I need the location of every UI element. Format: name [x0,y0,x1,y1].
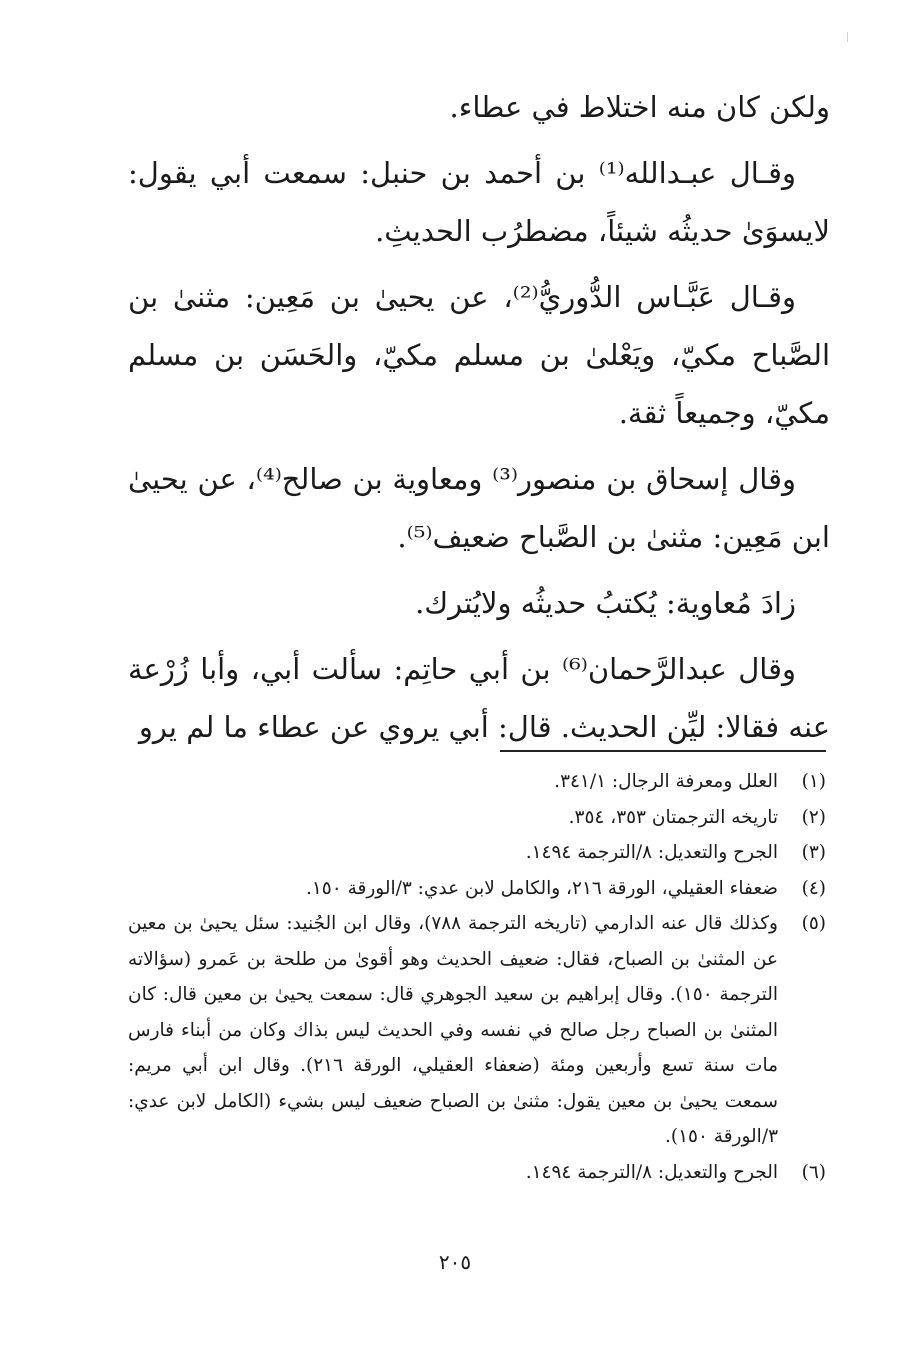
footnote-text: وكذلك قال عنه الدارمي (تاريخه الترجمة ٧٨٨)، وقال ابن الجُنيد: سئل يحيىٰ بن معين عن المثنىٰ بن الصباح، فقال: ضعيف الحديث وهو أقوىٰ من طلحة بن عَمرو (سؤالاته الترجمة ١٥٠). وقال إبراهيم بن سعيد الجوهري قال: سمعت يحيىٰ بن معين قال: كان المثنىٰ بن الصباح رجل صالح في نفسه وفي الحديث ليس بذاك وكان من أبناء فارس مات سنة تسع وأربعين ومئة (ضعفاء العقيلي، الورقة ٢١٦). وقال ابن أبي مريم: سمعت يحيىٰ بن معين يقول: مثنىٰ بن الصباح ضعيف ليس بشيء (الكامل لابن عدي: ٣/الورقة ١٥٠). [128,913,778,1147]
paragraph-4: وقال إسحاق بن منصور⁽³⁾ ومعاوية بن صالح⁽⁴⁾، عن يحيىٰ ابن مَعِين: مثنىٰ بن الصَّباح ضعيف⁽⁵⁾. [128,462,830,554]
page-number: ٢٠٥ [438,1250,472,1274]
footnote-text: ضعفاء العقيلي، الورقة ٢١٦، والكامل لابن عدي: ٣/الورقة ١٥٠. [305,877,778,899]
footnote-number: (٢) [801,806,826,828]
footnotes [128,764,826,1190]
footnote-number: (٣) [801,842,826,863]
paragraph-6: وقال عبدالرَّحمان⁽⁶⁾ بن أبي حاتِم: سألت أبي، وأبا زُرْعة عنه فقالا: ليِّن الحديث. قال: أبي يروي عن عطاء ما لم يرو [128,652,830,744]
paragraph-2: وقـال عبـدالله⁽¹⁾ بن أحمد بن حنبل: سمعت أبي يقول: لايسوَىٰ حديثُه شيئاً، مضطرُب الحديثِ. [128,156,830,248]
footnote-2 [128,800,826,836]
footnote-number: (٤) [801,877,826,899]
footnote-3 [128,835,826,871]
footnote-number: (٥) [801,913,826,934]
footnote-5 [128,906,826,1155]
footnote-text: العلل ومعرفة الرجال: ٣٤١/١. [554,771,778,792]
footnote-number: (٦) [801,1161,826,1183]
paragraph-5: زادَ مُعاوية: يُكتبُ حديثُه ولايُترك. [415,586,796,620]
paragraph-1: ولكن كان منه اختلاط في عطاء. [449,90,830,124]
footnote-divider [500,750,826,752]
main-text [128,78,830,764]
footnote-text: الجرح والتعديل: ٨/الترجمة ١٤٩٤. [525,1161,778,1183]
footnote-1 [128,764,826,800]
footnote-text: الجرح والتعديل: ٨/الترجمة ١٤٩٤. [525,842,778,863]
footnote-number: (١) [801,771,826,792]
scan-edge-mark [847,32,848,42]
footnote-6 [128,1155,826,1191]
paragraph-3: وقـال عَبَّـاس الدُّوريُّ⁽²⁾، عن يحيىٰ بن مَعِين: مثنىٰ بن الصَّباح مكيّ، ويَعْلىٰ بن مسلم مكيّ، والحَسَن بن مسلم مكيّ، وجميعاً ثقة. [128,280,830,430]
footnote-4 [128,871,826,907]
footnote-text: تاريخه الترجمتان ٣٥٣، ٣٥٤. [568,806,778,828]
